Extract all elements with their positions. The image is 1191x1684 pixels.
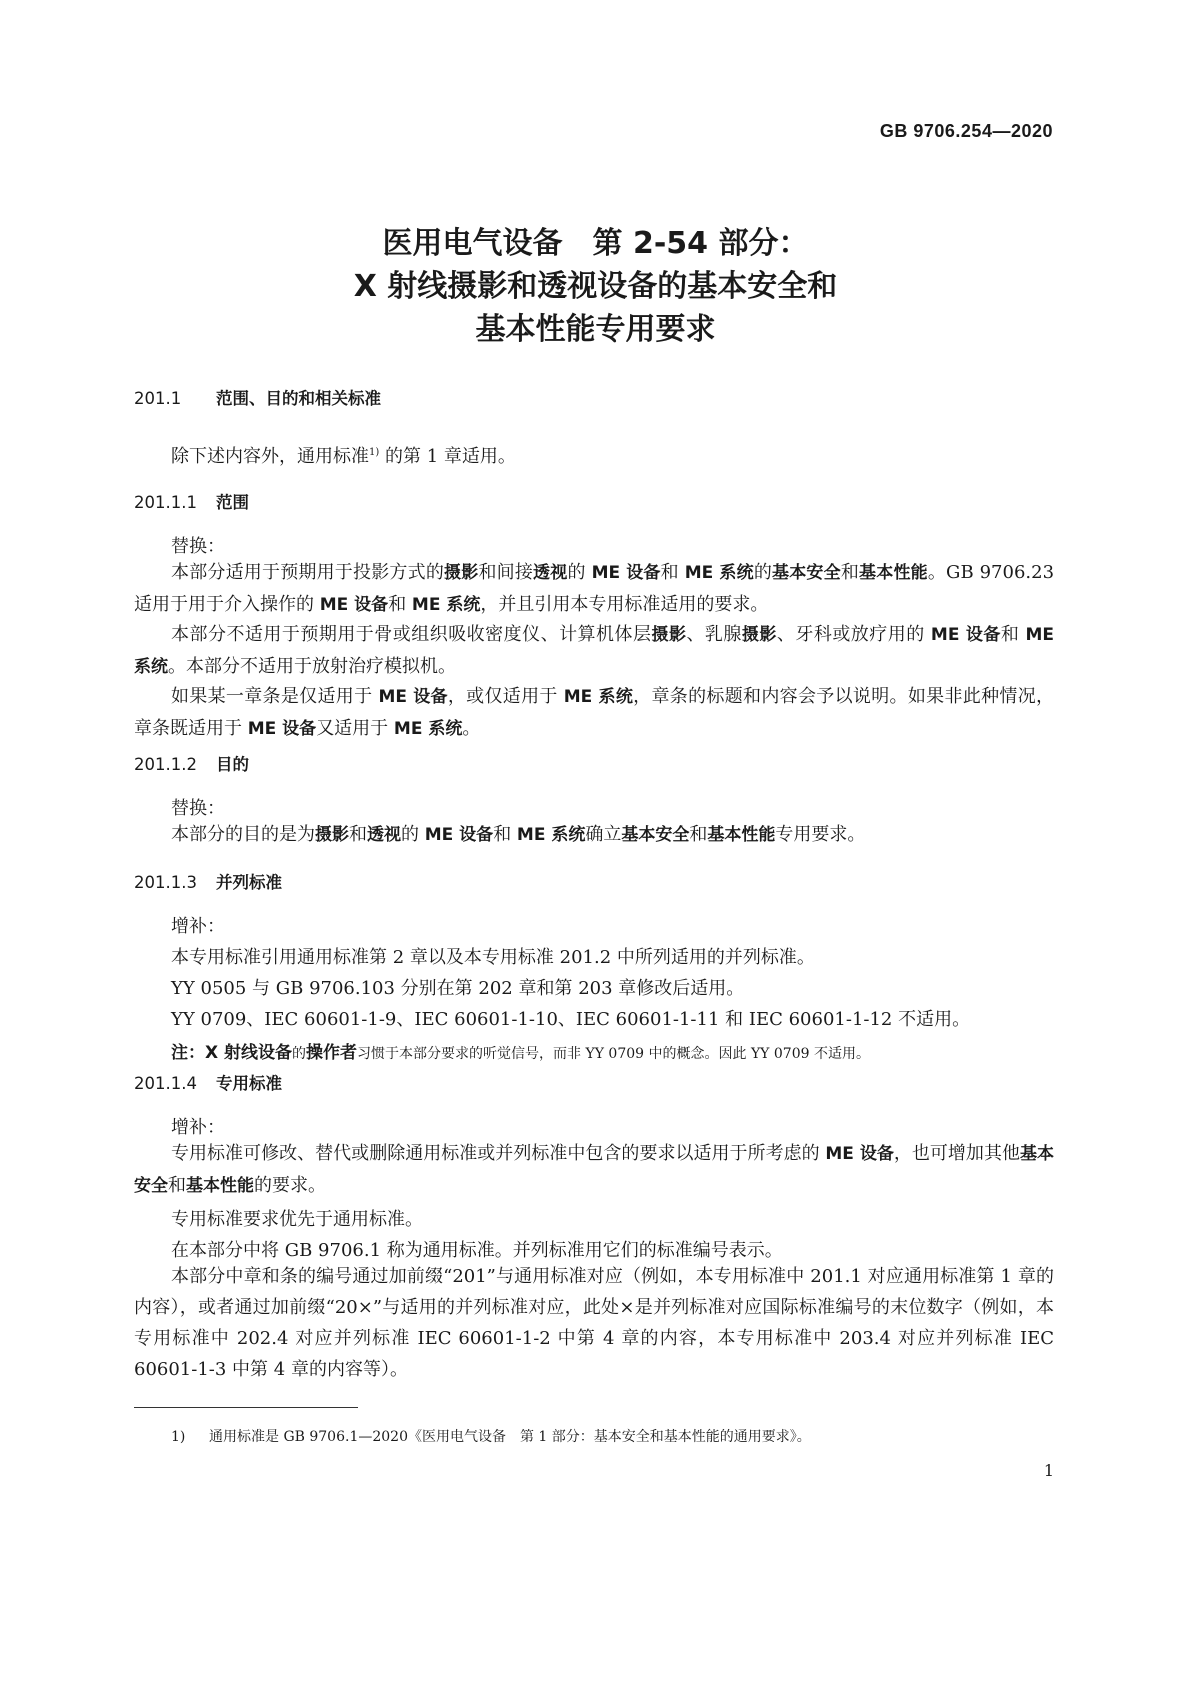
section-201-1-4-heading [134,1070,282,1094]
replace-label: 替换： [171,536,225,557]
section-201-1-text [171,442,516,468]
title-line-3: 基本性能专用要求 [475,312,716,347]
section-title: 范围 [216,493,249,512]
text-fragment: 本部分的目的是为 [171,824,315,845]
text-fragment: 和 [168,1175,186,1196]
footnote-text: 通用标准是 GB 9706.1—2020《医用电气设备 第 1 部分：基本安全和基本性能的通用要求》。 [209,1429,811,1445]
defined-term: ME 设备 [424,825,494,845]
text-fragment: 专用标准可修改、替代或删除通用标准或并列标准中包含的要求以适用于所考虑的 [171,1143,826,1164]
text-fragment: 和 [349,824,367,845]
section-title: 并列标准 [216,873,282,892]
section-number: 201.1.2 [134,755,197,774]
footnote [171,1426,811,1446]
section-201-1-1-heading [134,489,249,513]
section-title: 范围、目的和相关标准 [216,389,381,408]
paragraph [134,819,1054,851]
paragraph: 在本部分中将 GB 9706.1 称为通用标准。并列标准用它们的标准编号表示。 [171,1240,783,1261]
text-fragment: 和 [1000,624,1026,645]
defined-term: ME 系统 [563,687,634,707]
text-fragment: 专用要求。 [775,824,866,845]
text-fragment: 的第 1 章适用。 [379,446,516,467]
paragraph: YY 0505 与 GB 9706.103 分别在第 202 章和第 203 章修改后适用。 [171,978,745,999]
defined-term: 基本性能 [186,1176,254,1196]
paragraph [134,1138,1054,1202]
text-fragment: 习惯于本部分要求的听觉信号，而非 YY 0709 中的概念。因此 YY 0709 不适用。 [357,1046,870,1062]
text-fragment: 、乳腺 [686,624,742,645]
text-fragment: ，也可增加其他 [893,1143,1020,1164]
defined-term: 透视 [533,563,568,583]
text-fragment: 除下述内容外，通用标准 [171,446,369,467]
footnote-reference: 1) [369,447,380,458]
paragraph: 专用标准要求优先于通用标准。 [171,1209,423,1230]
defined-term: ME 设备 [591,563,661,583]
section-number: 201.1.4 [134,1074,197,1093]
page-number: 1 [1043,1461,1054,1480]
defined-term: 透视 [367,825,401,845]
paragraph [134,681,1054,745]
section-201-1-3-heading [134,869,282,893]
defined-term: 基本安全 [772,563,841,583]
section-201-1-heading [134,385,381,409]
defined-term: 基本安全 [134,1144,1055,1196]
supplement-label: 增补： [171,916,225,937]
defined-term: 摄影 [315,825,349,845]
footnote-mark: 1) [171,1429,186,1445]
text-fragment: 。 [462,718,481,739]
defined-term: ME 设备 [319,595,389,615]
replace-label: 替换： [171,798,225,819]
text-fragment: 的 [753,562,773,583]
defined-term: 基本性能 [859,563,928,583]
text-fragment: 和间接 [478,562,534,583]
defined-term: 基本性能 [707,825,776,845]
text-fragment: ，章条的标题和内容会予以说明。如果非此种情况，章条既适用于 [134,686,1054,739]
defined-term: ME 设备 [825,1144,894,1164]
section-number: 201.1 [134,389,182,408]
defined-term: 基本安全 [621,825,690,845]
defined-term: ME 设备 [247,719,317,739]
defined-term: 注： [171,1043,205,1063]
defined-term: 摄影 [651,625,687,645]
document-number: GB 9706.254—2020 [879,121,1053,141]
text-fragment: 和 [493,824,517,845]
title-line-1: 医用电气设备 第 2-54 部分： [382,226,809,261]
defined-term: ME 系统 [411,595,481,615]
text-fragment: 、牙科或放疗用的 [776,624,931,645]
section-title: 专用标准 [216,1074,282,1093]
defined-term: ME 系统 [516,825,586,845]
text-fragment: 的 [401,824,425,845]
paragraph: 本部分中章和条的编号通过加前缀“201”与通用标准对应（例如，本专用标准中 201.1 对应通用标准第 1 章的内容），或者通过加前缀“20×”与适用的并列标准对应，此处×是并列标准对应国际标准编号的末位数字（例如，本专用标准中 202.4 对应并列标准 IEC 60601-1-2 中第 4 章的内容，本专用标准中 203.4 对应并列标准 IEC 60601-1-3 中第 4 章的内容等）。 [134,1266,1054,1380]
section-title: 目的 [216,755,249,774]
text-fragment: 和 [660,562,685,583]
paragraph [134,619,1054,683]
text-fragment: 的 [292,1046,307,1062]
defined-term: ME 系统 [684,563,754,583]
text-fragment: 本部分不适用于预期用于骨或组织吸收密度仪、计算机体层 [171,624,652,645]
defined-term: 摄影 [741,625,777,645]
text-fragment: 又适用于 [316,718,394,739]
section-number: 201.1.1 [134,493,197,512]
defined-term: ME 系统 [134,625,1055,677]
footnote-divider [134,1407,358,1408]
note [171,1038,870,1063]
defined-term: 操作者 [306,1043,358,1063]
defined-term: ME 设备 [930,625,1001,645]
defined-term: ME 系统 [393,719,463,739]
text-fragment: 的要求。 [254,1175,326,1196]
defined-term: X 射线设备 [205,1043,293,1063]
paragraph: 本专用标准引用通用标准第 2 章以及本专用标准 201.2 中所列适用的并列标准。 [171,947,815,968]
text-fragment: 本部分适用于预期用于投影方式的 [171,562,445,583]
text-fragment: 和 [840,562,860,583]
text-fragment: 确立 [585,824,622,845]
title-line-2: X 射线摄影和透视设备的基本安全和 [353,269,838,304]
text-fragment: ，并且引用本专用标准适用的要求。 [480,594,769,615]
defined-term: 摄影 [444,563,479,583]
supplement-label: 增补： [171,1117,225,1138]
paragraph [134,557,1054,621]
text-fragment: 。GB 9706.23 适用于用于介入操作的 [134,562,1055,615]
section-201-1-2-heading [134,751,249,775]
text-fragment: 。本部分不适用于放射治疗模拟机。 [168,656,456,677]
text-fragment: ，或仅适用于 [447,686,564,707]
text-fragment: 的 [567,562,592,583]
defined-term: ME 设备 [378,687,448,707]
paragraph: YY 0709、IEC 60601-1-9、IEC 60601-1-10、IEC 60601-1-11 和 IEC 60601-1-12 不适用。 [171,1009,971,1030]
text-fragment: 和 [388,594,412,615]
section-number: 201.1.3 [134,873,197,892]
text-fragment: 和 [689,824,708,845]
text-fragment: 如果某一章条是仅适用于 [171,686,379,707]
